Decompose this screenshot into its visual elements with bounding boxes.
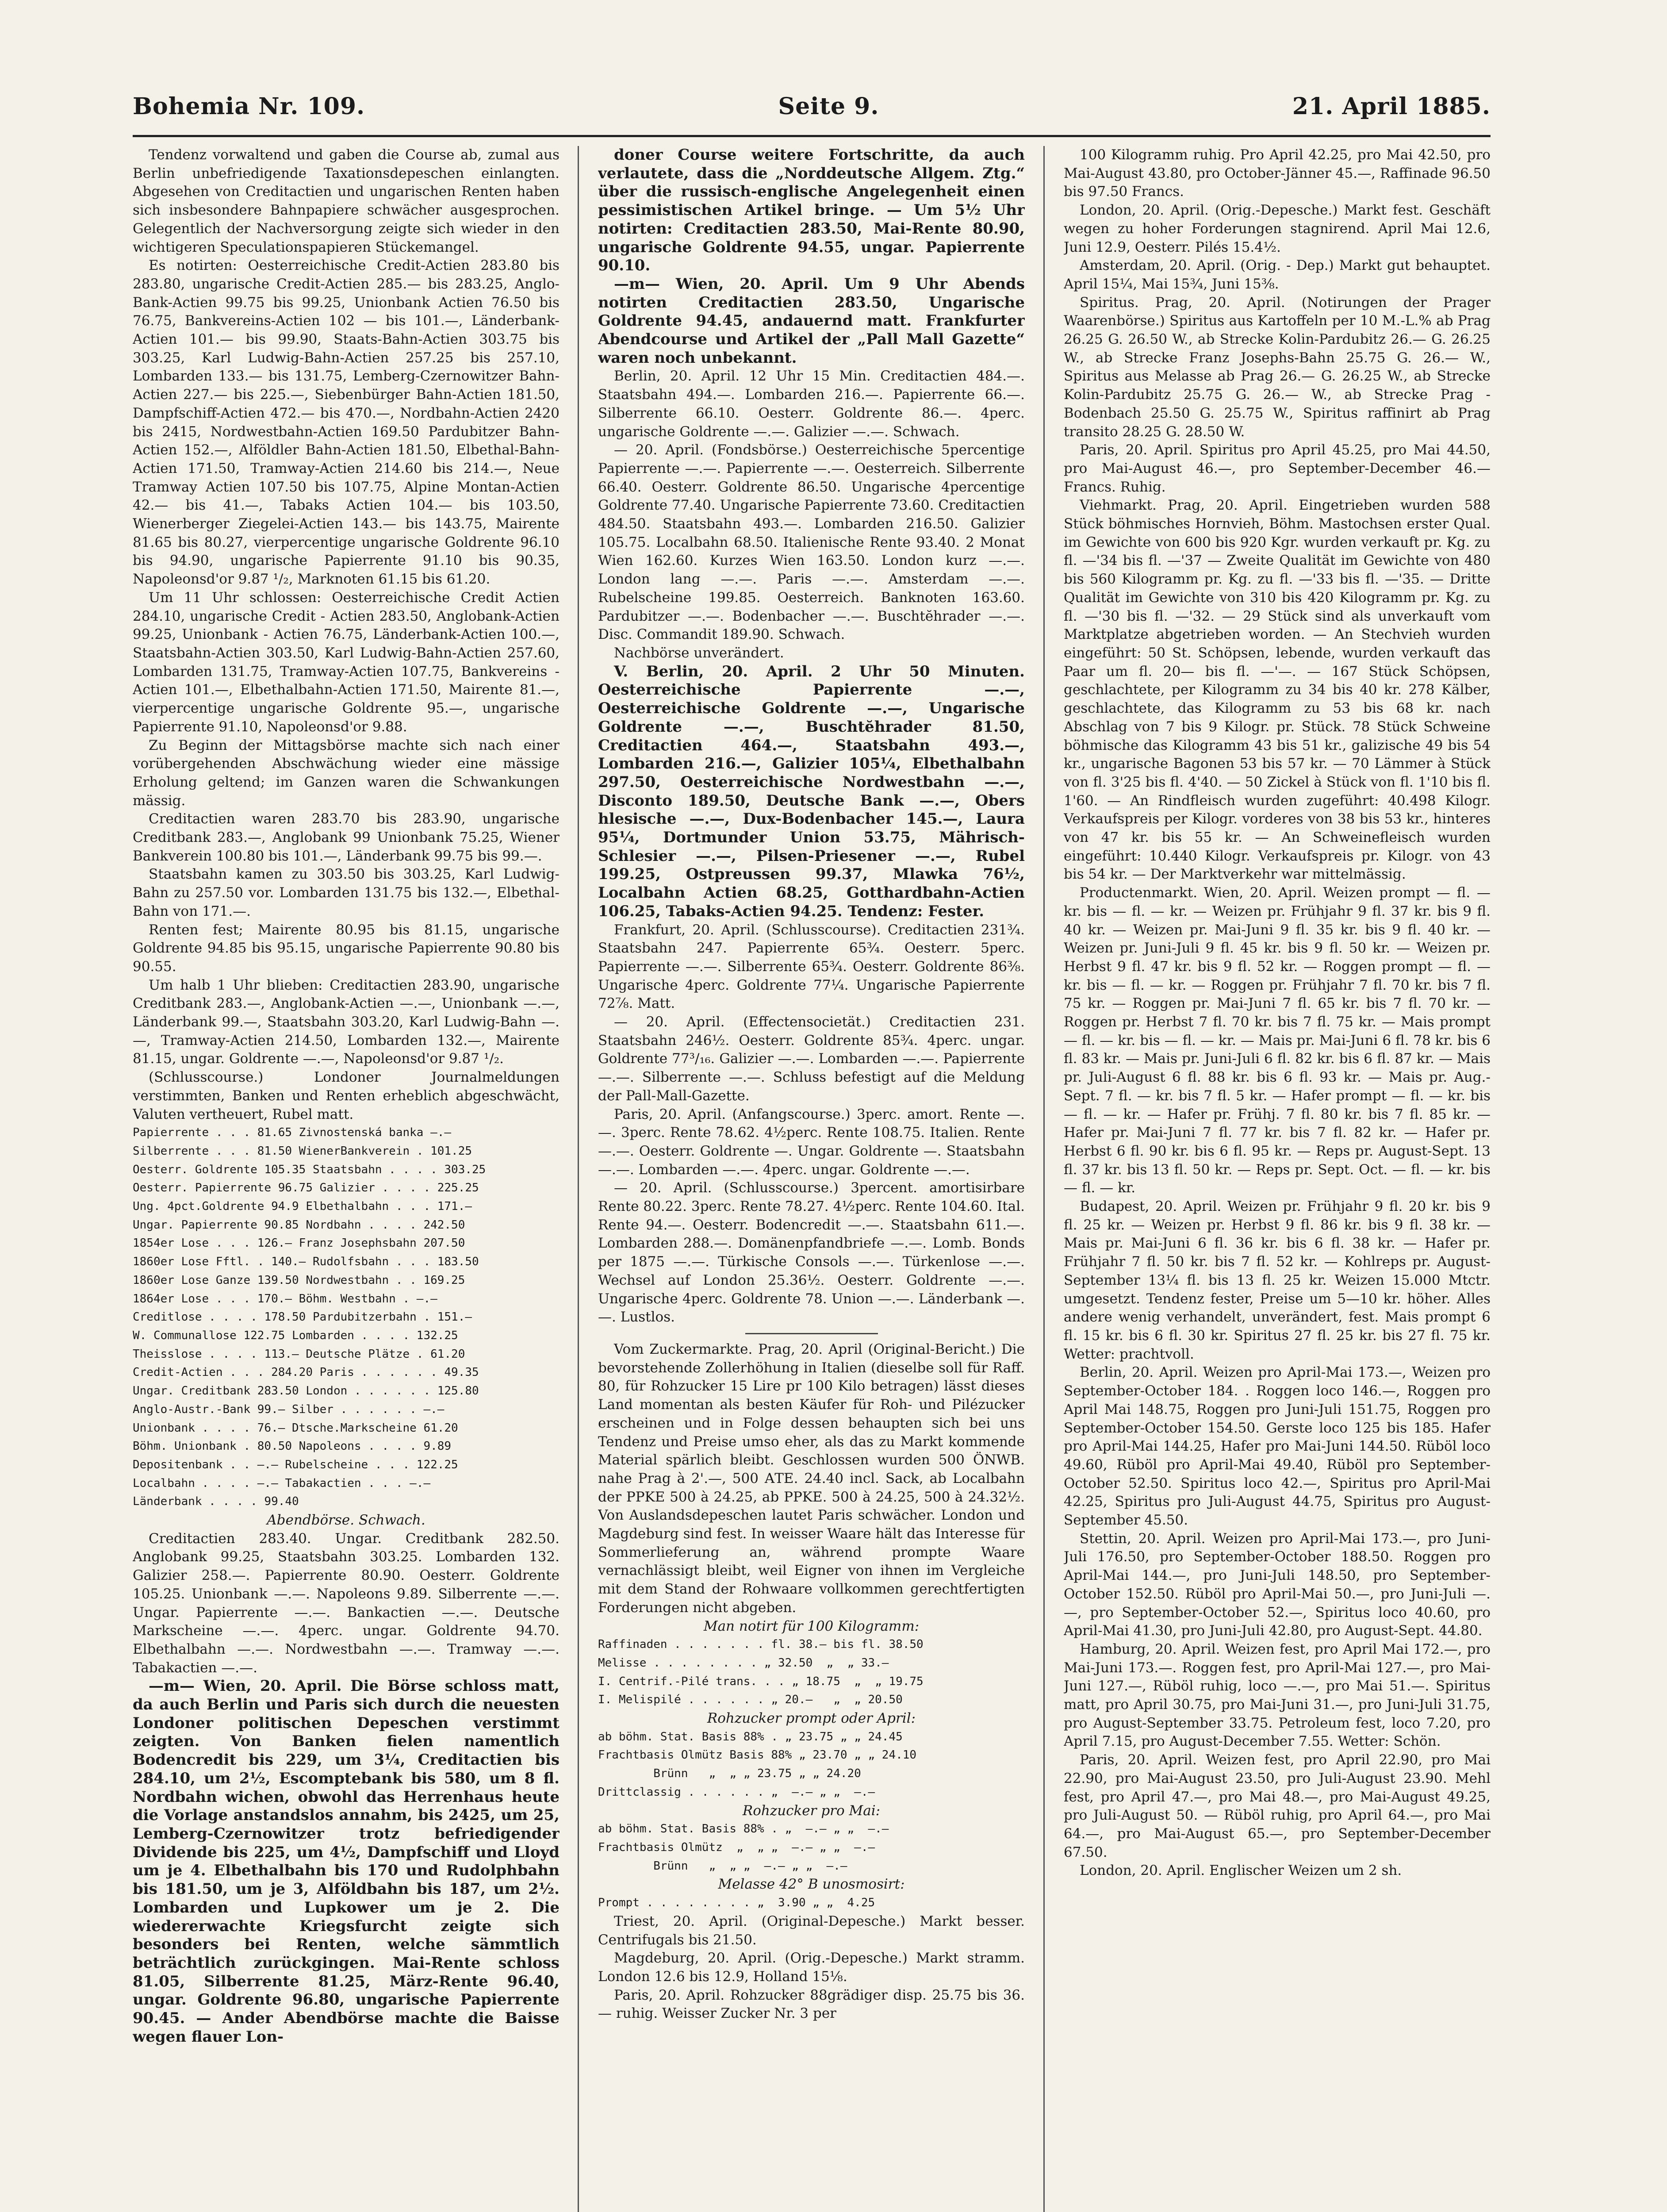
article-paragraph: Amsterdam, 20. April. (Orig. - Dep.) Markt gut behauptet. April 15¼, Mai 15¾, Juni 15⅜. xyxy=(1064,257,1491,292)
article-paragraph: Zu Beginn der Mittagsbörse machte sich nach einer vorübergehenden Abschwächung wieder eine mässige Erholung geltend; im Ganzen waren die Schwankungen mässig. xyxy=(133,737,559,809)
article-paragraph: Abendbörse. Schwach. xyxy=(267,1512,425,1528)
article-paragraph: Paris, 20. April. Rohzucker 88grädiger disp. 25.75 bis 36.— ruhig. Weisser Zucker Nr. 3 per xyxy=(598,1987,1025,2022)
article-paragraph: Creditactien 283.40. Ungar. Creditbank 282.50. Anglobank 99.25, Staatsbahn 303.25. Lombarden 132. Galizier 258.—. Papierrente 80.90. Oesterr. Goldrente 105.25. Unionbank —.—. Napoleons 9.89. Silberrente —.—. Ungar. Papierrente —.—. Bankactien —.—. Deutsche Markscheine —.—. 4perc. ungar. Goldrente 94.70. Elbethalbahn —.—. Nordwestbahn —.—. Tramway —.—. Tabakactien —.—. xyxy=(133,1530,559,1676)
column-1 xyxy=(133,146,559,2212)
article-paragraph: Hamburg, 20. April. Weizen fest, pro April Mai 172.—, pro Mai-Juni 173.—. Roggen fest, pro April-Mai 127.—, pro Mai-Juni 127.—, Rüböl ruhig, loco —.—, pro Mai 51.—. Spiritus matt, pro April 30.75, pro Mai-Juni 31.—, pro Juni-Juli 31.75, pro August-September 33.75. Petroleum fest, loco 7.20, pro April 7.15, pro August-December 7.55. Wetter: Schön. xyxy=(1064,1641,1491,1750)
article-paragraph: Stettin, 20. April. Weizen pro April-Mai 173.—, pro Juni-Juli 176.50, pro September-October 188.50. Roggen pro April-Mai 144.—, pro Juni-Juli 148.50, pro September-October 152.50. Rüböl pro April-Mai 50.—, pro Juni-Juli —.—, pro September-October 52.—, Spiritus loco 40.60, pro April-Mai 41.30, pro Juni-Juli 42.80, pro August-Sept. 44.80. xyxy=(1064,1530,1491,1639)
price-table: ab böhm. Stat. Basis 88% . „ —.— „ „ —.— Frachtbasis Olmütz „ „ „ —.— „ „ —.— Brünn „ „ „ —.— „ „ —.— xyxy=(598,1822,889,1873)
article-paragraph: — 20. April. (Schlusscourse.) 3percent. amortisirbare Rente 80.22. 3perc. Rente 78.27. 4½perc. Rente 104.60. Ital. Rente 94.—. Oesterr. Bodencredit —.—. Staatsbahn 611.—. Lombarden 288.—. Domänenpfandbriefe —.—. Lomb. Bonds per 1875 —.—. Türkische Consols —.—. Türkenlose —.—. Wechsel auf London 25.36½. Oesterr. Goldrente —.—. Ungarische 4perc. Goldrente 78. Union —.—. Länderbank —.—. Lustlos. xyxy=(598,1180,1025,1325)
article-paragraph: Nachbörse unverändert. xyxy=(614,645,784,661)
masthead-title: Bohemia Nr. 109. xyxy=(133,93,365,120)
article-paragraph: Vom Zuckermarkte. Prag, 20. April (Original-Bericht.) Die bevorstehende Zollerhöhung in Italien (dieselbe soll für Raff. 80, für Rohzucker 15 Lire pr 100 Kilo betragen) lässt dieses Land momentan als besten Käufer für Roh- und Pilézucker erscheinen und in Folge dessen behaupten sich bei uns Tendenz und Preise umso eher, als das zu Markt kommende Material spärlich bleibt. Geschlossen wurden 500 ÖNWB. nahe Prag à 2'.—, 500 AТЕ. 24.40 incl. Sack, ab Localbahn der PPKE 500 à 24.25, ab PPKE. 500 à 24.25, 500 à 24.32½. Von Auslandsdepeschen lautet Paris schwächer. London und Magdeburg sind fest. In weisser Waare hält das Interesse für Sommerlieferung an, während prompte Waare vernachlässigt bleibt, weil Eigner von ihnen im Vergleiche mit dem Stand der Rohwaare vollkommen gerechtfertigten Forderungen nicht abgeben. xyxy=(598,1341,1025,1616)
article-paragraph: — 20. April. (Effectensocietät.) Creditactien 231. Staatsbahn 246½. Oesterr. Goldrente 85¾. 4perc. ungar. Goldrente 77³/₁₆. Galizier —.—. Lombarden —.—. Papierrente —.—. Silberrente —.—. Schluss befestigt auf die Meldung der Pall-Mall-Gazette. xyxy=(598,1014,1025,1104)
article-paragraph: Magdeburg, 20. April. (Orig.-Depesche.) Markt stramm. London 12.6 bis 12.9, Holland 15⅛. xyxy=(598,1950,1025,1985)
article-paragraph: Paris, 20. April. (Anfangscourse.) 3perc. amort. Rente —.—. 3perc. Rente 78.62. 4½perc. Rente 108.75. Italien. Rente —.—. Oesterr. Goldrente —. Ungar. Goldrente —. Staatsbahn —.—. Lombarden —.—. 4perc. ungar. Goldrente —.—. xyxy=(598,1106,1025,1178)
article-paragraph: Triest, 20. April. (Original-Depesche.) Markt besser. Centrifugals bis 21.50. xyxy=(598,1913,1025,1948)
price-table: Raffinaden . . . . . . . fl. 38.— bis fl. 38.50 Melisse . . . . . . . . „ 32.50 „ „ 33.— I. Centrif.-Pilé trans. . . „ 18.75 „ „ 19.75 I. Melispilé . . . . . . „ 20.— „ „ 20.50 xyxy=(598,1638,924,1707)
price-table: Prompt . . . . . . . . „ 3.90 „ „ 4.25 xyxy=(598,1896,875,1910)
article-paragraph: Viehmarkt. Prag, 20. April. Eingetrieben wurden 588 Stück böhmisches Hornvieh, Böhm. Mastochsen erster Qual. im Gewichte von 600 bis 920 Kgr. wurden verkauft pr. Kg. zu fl. —'34 bis fl. —'37 — Zweite Qualität im Gewichte von 480 bis 560 Kilogramm pr. Kg. zu fl. —'33 bis fl. —'35. — Dritte Qualität im Gewichte von 310 bis 420 Kilogramm pr. Kg. zu fl. —'30 bis fl. —'32. — 29 Stück sind als unverkauft vom Marktplatze abgetrieben worden. — An Stechvieh wurden eingeführt: 50 St. Schöpsen, lebende, wurden verkauft das Paar um fl. 20— bis fl. —'—. — 167 Stück Schöpsen, geschlachtete, per Kilogramm zu 34 bis 40 kr. 278 Kälber, geschlachtete, das Kilogramm zu 53 bis 68 kr. nach Abschlag von 7 bis 9 Kilogr. pr. Stück. 78 Stück Schweine böhmische das Kilogramm 43 bis 51 kr., galizische 49 bis 54 kr., ungarische Bagonen 53 bis 57 kr. — 70 Lämmer à Stück von fl. 3'25 bis fl. 4'40. — 50 Zickel à Stück von fl. 1'10 bis fl. 1'60. — An Rindfleisch wurden zugeführt: 40.498 Kilogr. Verkaufspreis per Kilogr. vorderes von 38 bis 53 kr., hinteres von 47 kr. bis 55 kr. — An Schweinefleisch wurden eingeführt: 10.440 Kilogr. Verkaufspreis pr. Kilogr. von 43 bis 54 kr. — Der Marktverkehr war mittelmässig. xyxy=(1064,497,1491,883)
article-paragraph: Berlin, 20. April. 12 Uhr 15 Min. Creditactien 484.—. Staatsbahn 494.—. Lombarden 216.—. Papierrente 66.—. Silberrente 66.10. Oesterr. Goldrente 86.—. 4perc. ungarische Goldrente —.—. Galizier —.—. Schwach. xyxy=(598,368,1025,440)
section-rule xyxy=(745,1333,878,1334)
article-paragraph: Frankfurt, 20. April. (Schlusscourse). Creditactien 231¾. Staatsbahn 247. Papierrente 65¾. Oesterr. 5perc. Papierrente —.—. Silberrente 65¾. Oesterr. Goldrente 86⅜. Ungarische 4perc. Goldrente 77¼. Ungarische Papierrente 72⅞. Matt. xyxy=(598,922,1025,1012)
masthead xyxy=(133,93,1491,128)
article-paragraph: Budapest, 20. April. Weizen pr. Frühjahr 9 fl. 20 kr. bis 9 fl. 25 kr. — Weizen pr. Herbst 9 fl. 86 kr. bis 9 fl. 38 kr. — Mais pr. Mai-Juni 6 fl. 36 kr. bis 6 fl. 38 kr. — Hafer pr. Frühjahr 7 fl. 50 kr. bis 7 fl. 52 kr. — Kohlreps pr. August-September 13¼ fl. bis 13 fl. 25 kr. Weizen 15.000 Mtctr. umgesetzt. Tendenz fester, Preise um 5—10 kr. höher. Alles andere wenig verhandelt, unverändert, fest. Mais prompt 6 fl. 15 kr. bis 6 fl. 30 kr. Spiritus 27 fl. 25 kr. bis 27 fl. 75 kr. Wetter: prachtvoll. xyxy=(1064,1198,1491,1362)
column-divider xyxy=(578,146,579,2212)
article-paragraph: London, 20. April. Englischer Weizen um 2 sh. xyxy=(1080,1863,1402,1879)
article-paragraph: Rohzucker pro Mai: xyxy=(742,1802,881,1819)
article-paragraph: Spiritus. Prag, 20. April. (Notirungen der Prager Waarenbörse.) Spiritus aus Kartoffeln per 10 M.-L.% ab Prag 26.25 G. 26.50 W., ab Strecke Kolin-Pardubitz 26.— G. 26.25 W., ab Strecke Franz Josephs-Bahn 25.75 G. 26.— W., Spiritus aus Melasse ab Prag 26.— G. 26.25 W., ab Strecke Kolin-Pardubitz 25.75 G. 26.— W., ab Strecke Prag - Bodenbach 25.50 G. 25.75 W., Spiritus raffinirt ab Prag transito 28.25 G. 28.50 W. xyxy=(1064,294,1491,440)
masthead-date: 21. April 1885. xyxy=(1292,93,1491,120)
article-paragraph: Berlin, 20. April. Weizen pro April-Mai 173.—, Weizen pro September-October 184. . Roggen loco 146.—, Roggen pro April Mai 148.75, Roggen pro Juni-Juli 151.75, Roggen pro September-October 154.50. Gerste loco 125 bis 185. Hafer pro April-Mai 144.25, Hafer pro Mai-Juni 144.50. Rüböl loco 49.60, Rüböl pro April-Mai 49.40, Rüböl pro September-October 52.50. Spiritus loco 42.—, Spiritus pro April-Mai 42.25, Spiritus pro Juli-August 44.75, Spiritus pro August-September 45.50. xyxy=(1064,1364,1491,1528)
article-paragraph: 100 Kilogramm ruhig. Pro April 42.25, pro Mai 42.50, pro Mai-August 43.80, pro October-Jänner 45.—, Raffinade 96.50 bis 97.50 Francs. xyxy=(1064,147,1491,200)
column-divider xyxy=(1043,146,1045,2212)
column-2 xyxy=(598,146,1025,2212)
article-paragraph: Paris, 20. April. Spiritus pro April 45.25, pro Mai 44.50, pro Mai-August 46.—, pro September-December 46.— Francs. Ruhig. xyxy=(1064,442,1491,495)
article-paragraph: doner Course weitere Fortschritte, da auch verlautete, dass die „Norddeutsche Allgem. Ztg.“ über die russisch-englische Angelegenheit einen pessimistischen Artikel bringe. — Um 5½ Uhr notirten: Creditactien 283.50, Mai-Rente 80.90, ungarische Goldrente 94.55, ungar. Papierrente 90.10. xyxy=(598,146,1025,275)
masthead-rule xyxy=(133,135,1491,137)
article-paragraph: Rohzucker prompt oder April: xyxy=(707,1710,916,1727)
article-paragraph: London, 20. April. (Orig.-Depesche.) Markt fest. Geschäft wegen zu hoher Forderungen stagnirend. April Mai 12.6, Juni 12.9, Oesterr. Pilés 15.4½. xyxy=(1064,202,1491,255)
article-paragraph: Productenmarkt. Wien, 20. April. Weizen prompt — fl. — kr. bis — fl. — kr. — Weizen pr. Frühjahr 9 fl. 37 kr. bis 9 fl. 40 kr. — Weizen pr. Mai-Juni 9 fl. 35 kr. bis 9 fl. 40 kr. — Weizen pr. Juni-Juli 9 fl. 45 kr. bis 9 fl. 50 kr. — Weizen pr. Herbst 9 fl. 47 kr. bis 9 fl. 52 kr. — Roggen prompt — fl. — kr. bis — fl. — kr. — Roggen pr. Frühjahr 7 fl. 70 kr. bis 7 fl. 75 kr. — Roggen pr. Mai-Juni 7 fl. 65 kr. bis 7 fl. 70 kr. — Roggen pr. Herbst 7 fl. 70 kr. bis 7 fl. 75 kr. — Mais prompt — fl. — kr. bis — fl. — kr. — Mais pr. Mai-Juni 6 fl. 78 kr. bis 6 fl. 83 kr. — Mais pr. Juni-Juli 6 fl. 82 kr. bis 6 fl. 87 kr. — Mais pr. Juli-August 6 fl. 88 kr. bis 6 fl. 93 kr. — Mais pr. Aug.-Sept. 7 fl. — kr. bis 7 fl. 5 kr. — Hafer prompt — fl. — kr. bis — fl. — kr. — Hafer pr. Frühj. 7 fl. 80 kr. bis 7 fl. 85 kr. — Hafer pr. Mai-Juni 7 fl. 77 kr. bis 7 fl. 82 kr. — Hafer pr. Herbst 6 fl. 90 kr. bis 6 fl. 95 kr. — Reps pr. August-Sept. 13 fl. 37 kr. bis 13 fl. 50 kr. — Reps pr. Sept. Oct. — fl. — kr. bis — fl. — kr. xyxy=(1064,885,1491,1196)
column-3 xyxy=(1064,146,1491,2212)
article-paragraph: Um halb 1 Uhr blieben: Creditactien 283.90, ungarische Creditbank 283.—, Anglobank-Actien —.—, Unionbank —.—, Länderbank 99.—, Staatsbahn 303.20, Karl Ludwig-Bahn —.—, Tramway-Actien 214.50, Lombarden 132.—, Mairente 81.15, ungar. Goldrente —.—, Napoleonsd'or 9.87 ¹/₂. xyxy=(133,977,559,1067)
article-paragraph: —m— Wien, 20. April. Um 9 Uhr Abends notirten Creditactien 283.50, Ungarische Goldrente 94.45, andauernd matt. Frankfurter Abendcourse und Artikel der „Pall Mall Gazette“ waren noch unbekannt. xyxy=(598,275,1025,367)
article-paragraph: Tendenz vorwaltend und gaben die Course ab, zumal aus Berlin unbefriedigende Taxationsdepeschen einlangten. Abgesehen von Creditactien und ungarischen Renten haben sich insbesondere Bahnpapiere schwächer ausgesprochen. Gelegentlich der Nachversorgung zeigte sich wieder in den wichtigeren Speculationspapieren Stückemangel. xyxy=(133,147,559,255)
article-paragraph: — 20. April. (Fondsbörse.) Oesterreichische 5percentige Papierrente —.—. Papierrente —.—. Oesterreich. Silberrente 66.40. Oesterr. Goldrente 86.50. Ungarische 4percentige Goldrente 77.40. Ungarische Papierrente 73.60. Creditactien 484.50. Staatsbahn 493.—. Lombarden 216.50. Galizier 105.75. Localbahn 68.50. Italienische Rente 93.40. 2 Monat Wien 162.60. Kurzes Wien 163.50. London kurz —.—. London lang —.—. Paris —.—. Amsterdam —.—. Rubelscheine 199.85. Oesterreich. Banknoten 163.60. Pardubitzer —.—. Bodenbacher —.—. Buschtĕhrader —.—. Disc. Commandit 189.90. Schwach. xyxy=(598,442,1025,643)
article-paragraph: Es notirten: Oesterreichische Credit-Actien 283.80 bis 283.80, ungarische Credit-Actien 285.— bis 283.25, Anglo-Bank-Actien 99.75 bis 99.25, Unionbank Actien 76.50 bis 76.75, Bankvereins-Actien 102 — bis 101.—, Länderbank-Actien 101.— bis 99.90, Staats-Bahn-Actien 303.75 bis 303.25, Karl Ludwig-Bahn-Actien 257.25 bis 257.10, Lombarden 133.— bis 131.75, Lemberg-Czernowitzer Bahn-Actien 227.— bis 225.—, Siebenbürger Bahn-Actien 181.50, Dampfschiff-Actien 472.— bis 470.—, Nordbahn-Actien 2420 bis 2415, Nordwestbahn-Actien 169.50 Pardubitzer Bahn-Actien 152.—, Alföldler Bahn-Actien 181.50, Elbethal-Bahn-Actien 171.50, Tramway-Actien 214.60 bis 214.—, Neue Tramway Actien 107.50 bis 107.75, Alpine Montan-Actien 42.— bis 41.—, Tabaks Actien 104.— bis 103.50, Wienerberger Ziegelei-Actien 143.— bis 143.75, Mairente 81.65 bis 80.27, vierpercentige ungarische Goldrente 96.10 bis 94.90, ungarische Papierrente 91.10 bis 90.35, Napoleonsd'or 9.87 ¹/₂, Marknoten 61.15 bis 61.20. xyxy=(133,257,559,588)
masthead-page-number: Seite 9. xyxy=(778,93,879,120)
article-paragraph: —m— Wien, 20. April. Die Börse schloss matt, da auch Berlin und Paris sich durch die neuesten Londoner politischen Depeschen verstimmt zeigten. Von Banken fielen namentlich Bodencredit bis 229, um 3¼, Creditactien bis 284.10, um 2½, Escomptebank bis 580, um 8 fl. Nordbahn wichen, obwohl das Herrenhaus heute die Vorlage anstandslos annahm, bis 2425, um 25, Lemberg-Czernowitzer trotz befriedigender Dividende bis 225, um 4½, Dampfschiff und Lloyd um je 4. Elbethalbahn bis 170 und Rudolphbahn bis 181.50, um je 3, Alföldbahn bis 187, um 2½. Lombarden und Lupkower um je 2. Die wiedererwachte Kriegsfurcht zeigte sich besonders bei Renten, welche sämmtlich beträchtlich zurückgingen. Mai-Rente schloss 81.05, Silberrente 81.25, März-Rente 96.40, ungar. Goldrente 96.80, ungarische Papierrente 90.45. — Ander Abendbörse machte die Baisse wegen flauer Lon- xyxy=(133,1677,559,2046)
price-table: ab böhm. Stat. Basis 88% . „ 23.75 „ „ 24.45 Frachtbasis Olmütz Basis 88% „ 23.70 „ „ 24.10 Brünn „ „ „ 23.75 „ „ 24.20 Drittclassig . . . . . . „ —.— „ „ —.— xyxy=(598,1730,917,1799)
article-paragraph: Man notirt für 100 Kilogramm: xyxy=(703,1618,920,1634)
article-paragraph: Melasse 42° B unosmosirt: xyxy=(718,1876,905,1893)
article-paragraph: Staatsbahn kamen zu 303.50 bis 303.25, Karl Ludwig-Bahn zu 257.50 vor. Lombarden 131.75 bis 132.—, Elbethal-Bahn von 171.—. xyxy=(133,866,559,919)
article-paragraph: Paris, 20. April. Weizen fest, pro April 22.90, pro Mai 22.90, pro Mai-August 23.50, pro Juli-August 23.90. Mehl fest, pro April 47.—, pro Mai 48.—, pro Mai-August 49.25, pro Juli-August 50. — Rüböl ruhig, pro April 64.—, pro Mai 64.—, pro Mai-August 65.—, pro September-December 67.50. xyxy=(1064,1752,1491,1860)
article-paragraph: (Schlusscourse.) Londoner Journalmeldungen verstimmten, Banken und Renten erheblich abgeschwächt, Valuten vertheuert, Rubel matt. xyxy=(133,1069,559,1122)
article-paragraph: Creditactien waren 283.70 bis 283.90, ungarische Creditbank 283.—, Anglobank 99 Unionbank 75.25, Wiener Bankverein 100.80 bis 101.—, Länderbank 99.75 bis 99.—. xyxy=(133,811,559,864)
article-paragraph: V. Berlin, 20. April. 2 Uhr 50 Minuten. Oesterreichische Papierrente —.—, Oesterreichische Goldrente —.—, Ungarische Goldrente —.—, Buschtĕhrader 81.50, Creditactien 464.—, Staatsbahn 493.—, Lombarden 216.—, Galizier 105¼, Elbethalbahn 297.50, Oesterreichische Nordwestbahn —.—, Disconto 189.50, Deutsche Bank —.—, Obers hlesische —.—, Dux-Bodenbacher 145.—, Laura 95¼, Dortmunder Union 53.75, Mährisch-Schlesier —.—, Pilsen-Priesener —.—, Rubel 199.25, Ostpreussen 99.37, Mlawka 76½, Localbahn Actien 68.25, Gotthardbahn-Actien 106.25, Tabaks-Actien 94.25. Tendenz: Fester. xyxy=(598,662,1025,920)
price-table: Papierrente . . . 81.65 Zivnostenská banka —.— Silberrente . . . 81.50 WienerBankverein . 101.25 Oesterr. Goldrente 105.35 Staatsbahn . . . . 303.25 Oesterr. Papierrente 96.75 Galizier . . . . 225.25 Ung. 4pct.Goldrente 94.9 Elbethalbahn . . . 171.— Ungar. Papierrente 90.85 Nordbahn . . . . 242.50 1854er Lose . . . 126.— Franz Josephsbahn 207.50 1860er Lose Fftl. . 140.— Rudolfsbahn . . . 183.50 1860er Lose Ganze 139.50 Nordwestbahn . . 169.25 1864er Lose . . . 170.— Böhm. Westbahn . —.— Creditlose . . . . 178.50 Pardubitzerbahn . 151.— W. Communallose 122.75 Lombarden . . . . 132.25 Theisslose . . . . 113.— Deutsche Plätze . 61.20 Credit-Actien . . . 284.20 Paris . . . . . . 49.35 Ungar. Creditbank 283.50 London . . . . . . 125.80 Anglo-Austr.-Bank 99.— Silber . . . . . . —.— Unionbank . . . . 76.— Dtsche.Markscheine 61.20 Böhm. Unionbank . 80.50 Napoleons . . . . 9.89 Depositenbank . . —.— Rubelscheine . . . 122.25 Localbahn . . . . —.— Tabakactien . . . —.— Länderbank . . . . 99.40 xyxy=(133,1126,486,1509)
article-paragraph: Renten fest; Mairente 80.95 bis 81.15, ungarische Goldrente 94.85 bis 95.15, ungarische Papierrente 90.80 bis 90.55. xyxy=(133,922,559,975)
article-paragraph: Um 11 Uhr schlossen: Oesterreichische Credit Actien 284.10, ungarische Credit - Actien 283.50, Anglobank-Actien 99.25, Unionbank - Actien 76.75, Länderbank-Actien 100.—, Staatsbahn-Actien 303.50, Karl Ludwig-Bahn-Actien 257.60, Lombarden 131.75, Tramway-Actien 107.75, Bankvereins - Actien 101.—, Elbethalbahn-Actien 171.50, Mairente 81.—, vierpercentige ungarische Goldrente 95.—, ungarische Papierrente 91.10, Napoleonsd'or 9.88. xyxy=(133,589,559,735)
